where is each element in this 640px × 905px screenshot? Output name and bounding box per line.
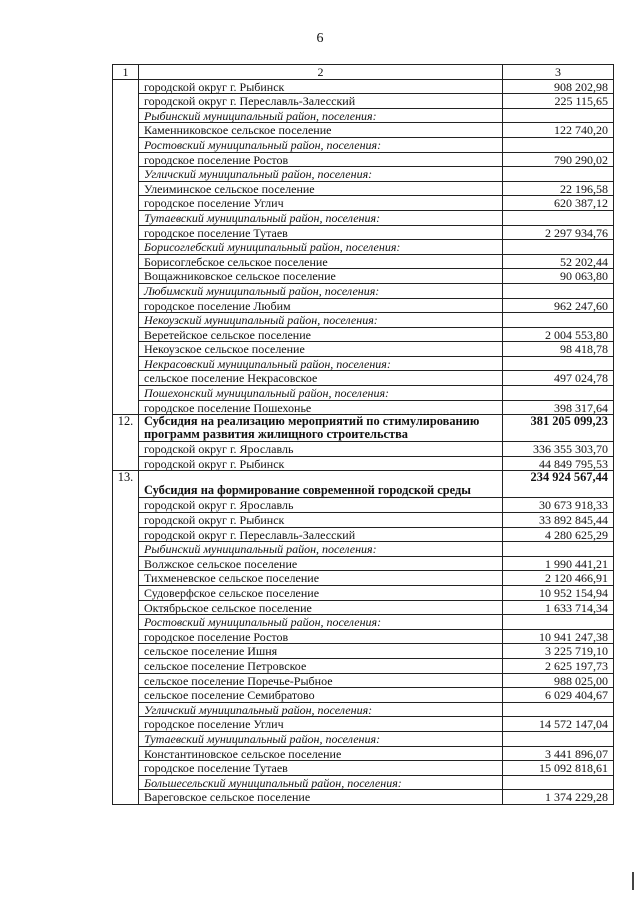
- amount-cell: [503, 542, 614, 557]
- amount-cell: 90 063,80: [503, 269, 614, 284]
- recipient-name-cell: городской округ г. Переславль-Залесский: [139, 527, 503, 542]
- district-row: [113, 542, 614, 557]
- district-name-cell: Ростовский муниципальный район, поселения:: [139, 615, 503, 630]
- amount-cell: [503, 313, 614, 328]
- table-row: [113, 400, 614, 415]
- table-row: [113, 746, 614, 761]
- amount-cell: 3 441 896,07: [503, 746, 614, 761]
- amount-cell: [503, 615, 614, 630]
- header-col-2: 2: [139, 65, 503, 80]
- table-row: [113, 327, 614, 342]
- table-row: [113, 498, 614, 513]
- table-row: [113, 586, 614, 601]
- recipient-name-cell: Веретейское сельское поселение: [139, 327, 503, 342]
- table-row: [113, 688, 614, 703]
- amount-cell: 790 290,02: [503, 152, 614, 167]
- table-row: [113, 225, 614, 240]
- table-row: [113, 196, 614, 211]
- district-name-cell: Любимский муниципальный район, поселения:: [139, 283, 503, 298]
- district-row: [113, 240, 614, 255]
- amount-cell: 3 225 719,10: [503, 644, 614, 659]
- row-number-cell: 13.: [113, 471, 139, 804]
- recipient-name-cell: сельское поселение Петровское: [139, 658, 503, 673]
- table-row: [113, 456, 614, 471]
- amount-cell: 10 941 247,38: [503, 629, 614, 644]
- amount-cell: [503, 386, 614, 401]
- district-row: [113, 731, 614, 746]
- district-name-cell: Тутаевский муниципальный район, поселения:: [139, 731, 503, 746]
- recipient-name-cell: городское поселение Тутаев: [139, 225, 503, 240]
- table-row: [113, 79, 614, 94]
- recipient-name-cell: сельское поселение Семибратово: [139, 688, 503, 703]
- amount-cell: 2 120 466,91: [503, 571, 614, 586]
- table-row: [113, 644, 614, 659]
- district-name-cell: Борисоглебский муниципальный район, поселения:: [139, 240, 503, 255]
- district-name-cell: Ростовский муниципальный район, поселения:: [139, 137, 503, 152]
- district-row: [113, 108, 614, 123]
- district-name-cell: Некоузский муниципальный район, поселения:: [139, 313, 503, 328]
- table-row: [113, 673, 614, 688]
- amount-cell: 44 849 795,53: [503, 456, 614, 471]
- district-row: [113, 775, 614, 790]
- amount-cell: 398 317,64: [503, 400, 614, 415]
- district-name-cell: Угличский муниципальный район, поселения:: [139, 702, 503, 717]
- district-row: [113, 313, 614, 328]
- amount-cell: 30 673 918,33: [503, 498, 614, 513]
- amount-cell: 962 247,60: [503, 298, 614, 313]
- subsidy-name-cell: Субсидия на реализацию мероприятий по стимулированию программ развития жилищного строительства: [139, 415, 503, 442]
- table-row: [113, 342, 614, 357]
- amount-cell: 33 892 845,44: [503, 513, 614, 528]
- recipient-name-cell: городское поселение Ростов: [139, 152, 503, 167]
- subsidy-total-cell: 234 924 567,44: [503, 471, 614, 498]
- recipient-name-cell: городской округ г. Рыбинск: [139, 456, 503, 471]
- recipient-name-cell: Борисоглебское сельское поселение: [139, 254, 503, 269]
- recipient-name-cell: Октябрьское сельское поселение: [139, 600, 503, 615]
- amount-cell: [503, 283, 614, 298]
- amount-cell: [503, 731, 614, 746]
- row-number-cell: [113, 79, 139, 415]
- table-row: [113, 761, 614, 776]
- amount-cell: 15 092 818,61: [503, 761, 614, 776]
- table-row: [113, 298, 614, 313]
- recipient-name-cell: сельское поселение Некрасовское: [139, 371, 503, 386]
- table-header-row: [113, 65, 614, 80]
- table-row: [113, 181, 614, 196]
- amount-cell: 1 633 714,34: [503, 600, 614, 615]
- table-row: [113, 269, 614, 284]
- recipient-name-cell: городской округ г. Ярославль: [139, 442, 503, 457]
- amount-cell: 122 740,20: [503, 123, 614, 138]
- district-name-cell: Рыбинский муниципальный район, поселения:: [139, 108, 503, 123]
- subsidy-total-cell: 381 205 099,23: [503, 415, 614, 442]
- amount-cell: [503, 108, 614, 123]
- table-row: [113, 717, 614, 732]
- table-row: [113, 600, 614, 615]
- recipient-name-cell: городское поселение Любим: [139, 298, 503, 313]
- amount-cell: 6 029 404,67: [503, 688, 614, 703]
- recipient-name-cell: сельское поселение Ишня: [139, 644, 503, 659]
- subsidy-name-cell: Субсидия на формирование современной городской среды: [139, 471, 503, 498]
- recipient-name-cell: городское поселение Тутаев: [139, 761, 503, 776]
- amount-cell: 988 025,00: [503, 673, 614, 688]
- recipient-name-cell: Некоузское сельское поселение: [139, 342, 503, 357]
- amount-cell: [503, 240, 614, 255]
- district-row: [113, 167, 614, 182]
- amount-cell: [503, 137, 614, 152]
- header-col-3: 3: [503, 65, 614, 80]
- table-row: [113, 658, 614, 673]
- amount-cell: 1 374 229,28: [503, 790, 614, 805]
- amount-cell: [503, 167, 614, 182]
- table-row: [113, 254, 614, 269]
- district-name-cell: Пошехонский муниципальный район, поселения:: [139, 386, 503, 401]
- header-col-1: 1: [113, 65, 139, 80]
- amount-cell: 10 952 154,94: [503, 586, 614, 601]
- table-body: [113, 65, 614, 805]
- recipient-name-cell: Вареговское сельское поселение: [139, 790, 503, 805]
- recipient-name-cell: городской округ г. Рыбинск: [139, 79, 503, 94]
- recipient-name-cell: Каменниковское сельское поселение: [139, 123, 503, 138]
- amount-cell: 4 280 625,29: [503, 527, 614, 542]
- amount-cell: 2 297 934,76: [503, 225, 614, 240]
- district-name-cell: Угличский муниципальный район, поселения:: [139, 167, 503, 182]
- recipient-name-cell: Волжское сельское поселение: [139, 556, 503, 571]
- district-name-cell: Большесельский муниципальный район, поселения:: [139, 775, 503, 790]
- district-row: [113, 137, 614, 152]
- amount-cell: 225 115,65: [503, 94, 614, 109]
- recipient-name-cell: сельское поселение Поречье-Рыбное: [139, 673, 503, 688]
- district-row: [113, 702, 614, 717]
- table-row: [113, 94, 614, 109]
- recipient-name-cell: городской округ г. Ярославль: [139, 498, 503, 513]
- table-row: [113, 556, 614, 571]
- recipient-name-cell: городское поселение Углич: [139, 196, 503, 211]
- amount-cell: 2 004 553,80: [503, 327, 614, 342]
- table-row: [113, 629, 614, 644]
- amount-cell: 497 024,78: [503, 371, 614, 386]
- table-row: [113, 513, 614, 528]
- district-row: [113, 615, 614, 630]
- district-row: [113, 283, 614, 298]
- amount-cell: [503, 356, 614, 371]
- recipient-name-cell: городское поселение Пошехонье: [139, 400, 503, 415]
- amount-cell: [503, 210, 614, 225]
- recipient-name-cell: Судоверфское сельское поселение: [139, 586, 503, 601]
- district-name-cell: Рыбинский муниципальный район, поселения:: [139, 542, 503, 557]
- amount-cell: [503, 702, 614, 717]
- district-row: [113, 210, 614, 225]
- amount-cell: 14 572 147,04: [503, 717, 614, 732]
- amount-cell: 98 418,78: [503, 342, 614, 357]
- amount-cell: 1 990 441,21: [503, 556, 614, 571]
- recipient-name-cell: Вощажниковское сельское поселение: [139, 269, 503, 284]
- recipient-name-cell: городской округ г. Рыбинск: [139, 513, 503, 528]
- table-row: [113, 527, 614, 542]
- edge-mark: [632, 872, 634, 890]
- subsidy-table: [112, 64, 614, 805]
- row-number-cell: 12.: [113, 415, 139, 471]
- table-row: [113, 790, 614, 805]
- district-name-cell: Некрасовский муниципальный район, поселения:: [139, 356, 503, 371]
- district-name-cell: Тутаевский муниципальный район, поселения:: [139, 210, 503, 225]
- amount-cell: 620 387,12: [503, 196, 614, 211]
- amount-cell: 908 202,98: [503, 79, 614, 94]
- subsidy-row: [113, 471, 614, 498]
- recipient-name-cell: городское поселение Углич: [139, 717, 503, 732]
- page-number: 6: [316, 31, 324, 46]
- table-row: [113, 123, 614, 138]
- amount-cell: 22 196,58: [503, 181, 614, 196]
- recipient-name-cell: городской округ г. Переславль-Залесский: [139, 94, 503, 109]
- table-row: [113, 152, 614, 167]
- recipient-name-cell: Тихменевское сельское поселение: [139, 571, 503, 586]
- district-row: [113, 356, 614, 371]
- amount-cell: 336 355 303,70: [503, 442, 614, 457]
- table-row: [113, 571, 614, 586]
- recipient-name-cell: городское поселение Ростов: [139, 629, 503, 644]
- subsidy-row: [113, 415, 614, 442]
- recipient-name-cell: Константиновское сельское поселение: [139, 746, 503, 761]
- amount-cell: [503, 775, 614, 790]
- district-row: [113, 386, 614, 401]
- table-row: [113, 371, 614, 386]
- amount-cell: 2 625 197,73: [503, 658, 614, 673]
- recipient-name-cell: Улеиминское сельское поселение: [139, 181, 503, 196]
- table-row: [113, 442, 614, 457]
- amount-cell: 52 202,44: [503, 254, 614, 269]
